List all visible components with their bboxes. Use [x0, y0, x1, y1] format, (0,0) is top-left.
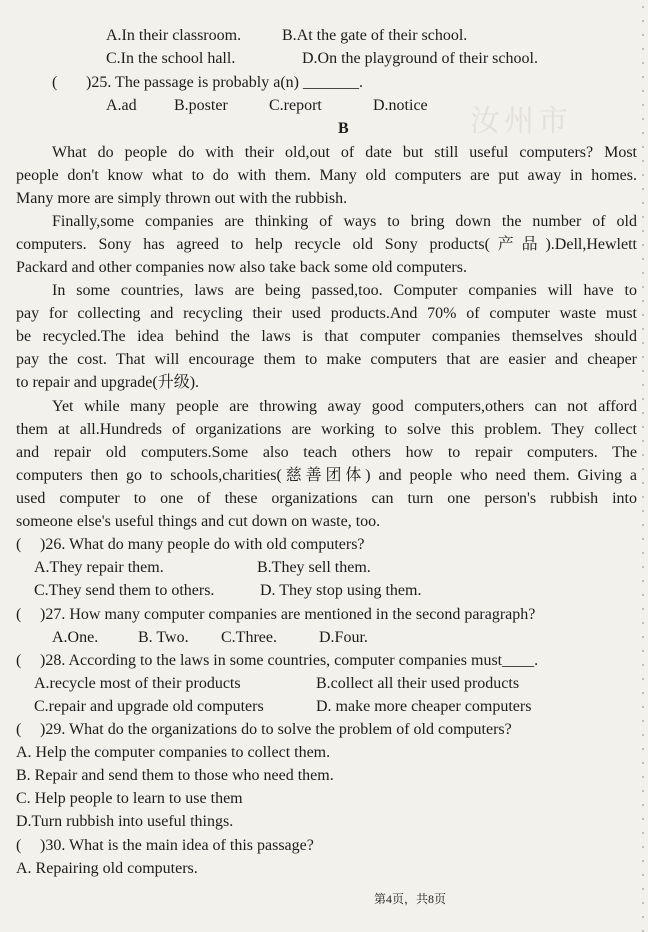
- passage-line: Packard and other companies now also take back some old computers.: [16, 259, 467, 276]
- q26-answer-paren[interactable]: (: [16, 536, 22, 553]
- q24-option-a[interactable]: A.In their classroom.: [106, 27, 242, 44]
- passage-line: In some countries, laws are being passed,too. Computer companies will have to: [52, 282, 637, 299]
- q27-option-d[interactable]: D.Four.: [319, 629, 368, 646]
- passage-line: pay for collecting and recycling their used products.And 70% of computer waste must: [16, 305, 637, 322]
- passage-line: Yet while many people are throwing away good computers,others can not afford: [52, 398, 637, 415]
- section-heading: B: [338, 120, 349, 137]
- q25-answer-paren[interactable]: (: [52, 74, 58, 91]
- q25-option-a[interactable]: A.ad: [106, 97, 137, 114]
- q25-option-b[interactable]: B.poster: [174, 97, 228, 114]
- passage-line: people don't know what to do with them. Many old computers are put away in homes.: [16, 167, 637, 184]
- q25-option-c[interactable]: C.report: [269, 97, 322, 114]
- q28-option-b[interactable]: B.collect all their used products: [316, 675, 520, 692]
- q27-option-c[interactable]: C.Three.: [221, 629, 277, 646]
- page-edge: [640, 0, 646, 932]
- q28-option-c[interactable]: C.repair and upgrade old computers: [34, 698, 264, 715]
- q30-answer-paren[interactable]: (: [16, 837, 22, 854]
- q26-option-a[interactable]: A.They repair them.: [34, 559, 164, 576]
- q26-option-d[interactable]: D. They stop using them.: [260, 582, 422, 599]
- passage-line: What do people do with their old,out of date but still useful computers? Most: [52, 144, 637, 161]
- q24-option-c[interactable]: C.In the school hall.: [106, 50, 236, 67]
- q27-option-a[interactable]: A.One.: [52, 629, 99, 646]
- q25-stem: )25. The passage is probably a(n) _______.: [86, 74, 363, 91]
- passage-line: to repair and upgrade(升级).: [16, 374, 200, 391]
- bleed-through-text: 汝州市: [470, 104, 572, 139]
- q27-answer-paren[interactable]: (: [16, 606, 22, 623]
- q28-answer-paren[interactable]: (: [16, 652, 22, 669]
- q30-option-a[interactable]: A. Repairing old computers.: [16, 860, 198, 877]
- passage-line: and repair old computers.Some also teach others how to repair computers. The: [16, 444, 637, 461]
- q26-option-c[interactable]: C.They send them to others.: [34, 582, 215, 599]
- q29-option-c[interactable]: C. Help people to learn to use them: [16, 790, 243, 807]
- q24-option-d[interactable]: D.On the playground of their school.: [302, 50, 538, 67]
- q26-option-b[interactable]: B.They sell them.: [257, 559, 371, 576]
- q28-stem: )28. According to the laws in some countries, computer companies must____.: [40, 652, 539, 669]
- page-number-footer: 第4页，共8页: [374, 892, 447, 906]
- passage-line: used computer to one of these organizations can turn one person's rubbish into: [16, 490, 637, 507]
- passage-line: Finally,some companies are thinking of ways to bring down the number of old: [52, 213, 637, 230]
- q30-stem: )30. What is the main idea of this passage?: [40, 837, 314, 854]
- q29-answer-paren[interactable]: (: [16, 721, 22, 738]
- q27-stem: )27. How many computer companies are mentioned in the second paragraph?: [40, 606, 536, 623]
- q29-option-d[interactable]: D.Turn rubbish into useful things.: [16, 813, 234, 830]
- passage-line: Many more are simply thrown out with the rubbish.: [16, 190, 348, 207]
- passage-line: computers then go to schools,charities(慈善团体) and people who need them. Giving a: [16, 467, 637, 484]
- passage-line: someone else's useful things and cut down on waste, too.: [16, 513, 381, 530]
- q29-stem: )29. What do the organizations do to solve the problem of old computers?: [40, 721, 512, 738]
- q28-option-a[interactable]: A.recycle most of their products: [34, 675, 241, 692]
- q28-option-d[interactable]: D. make more cheaper computers: [316, 698, 532, 715]
- q24-option-b[interactable]: B.At the gate of their school.: [282, 27, 468, 44]
- q26-stem: )26. What do many people do with old computers?: [40, 536, 365, 553]
- q29-option-a[interactable]: A. Help the computer companies to collect them.: [16, 744, 331, 761]
- passage-line: be recycled.The idea behind the laws is that computer companies themselves should: [16, 328, 637, 345]
- q27-option-b[interactable]: B. Two.: [138, 629, 189, 646]
- passage-line: pay the cost. That will encourage them to make computers that are easier and cheaper: [16, 351, 637, 368]
- passage-line: computers. Sony has agreed to help recycle old Sony products(产品).Dell,Hewlett: [16, 236, 637, 253]
- q29-option-b[interactable]: B. Repair and send them to those who need them.: [16, 767, 334, 784]
- q25-option-d[interactable]: D.notice: [373, 97, 428, 114]
- passage-line: them at all.Hundreds of organizations are working to solve this problem. They collect: [16, 421, 637, 438]
